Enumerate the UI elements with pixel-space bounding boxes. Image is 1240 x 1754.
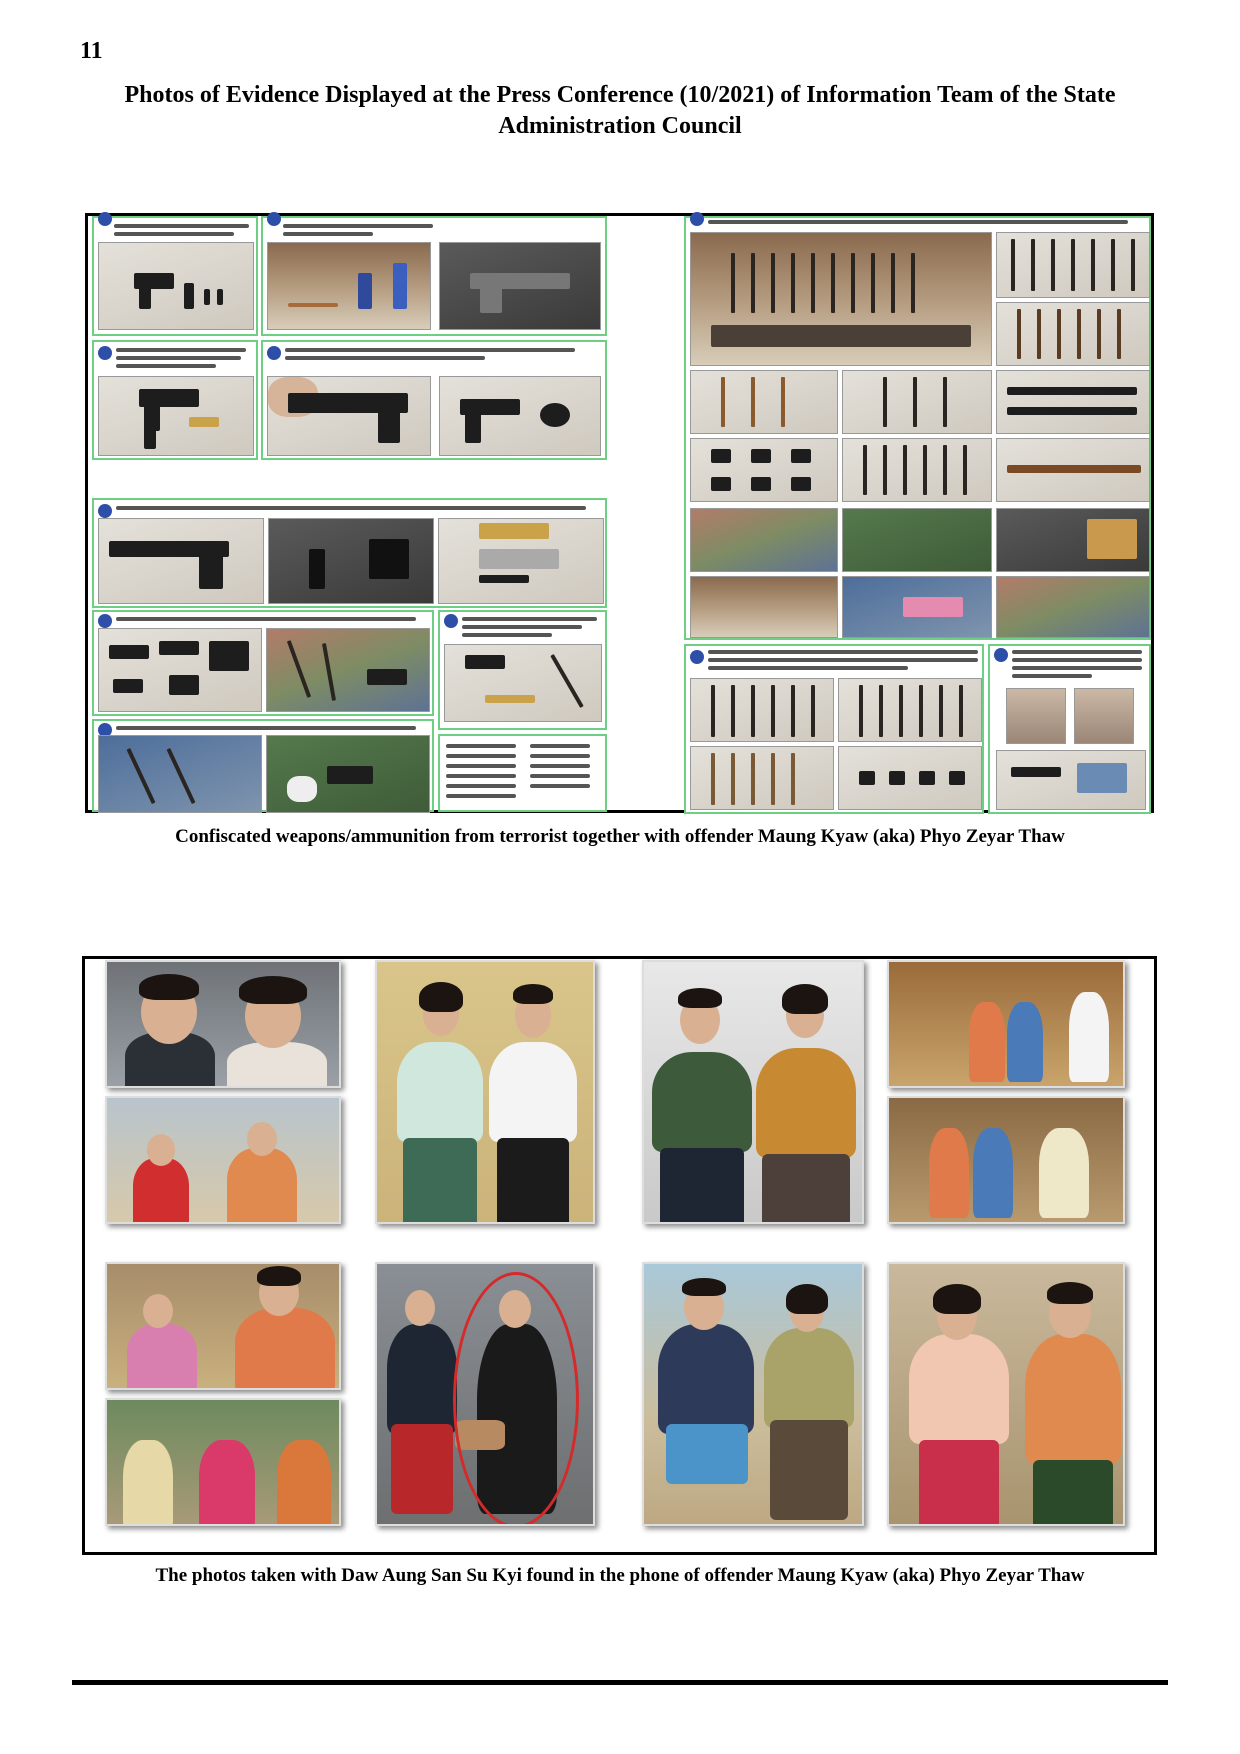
evidence-panel (684, 216, 1151, 640)
evidence-panel (261, 340, 607, 460)
photo (887, 1096, 1125, 1224)
evidence-panel (988, 644, 1151, 814)
photo (105, 1096, 341, 1224)
evidence-panel (92, 498, 607, 608)
footer-rule (72, 1680, 1168, 1685)
evidence-panel (92, 216, 258, 336)
evidence-panel (438, 610, 607, 730)
photo (887, 1262, 1125, 1526)
photo (375, 1262, 595, 1526)
photo (105, 960, 341, 1088)
photo (375, 960, 595, 1224)
highlight-circle (453, 1272, 579, 1526)
evidence-panel (92, 719, 434, 812)
evidence-panel (92, 340, 258, 460)
evidence-panel (684, 644, 984, 814)
evidence-panel (438, 734, 607, 812)
photo (642, 1262, 864, 1526)
photo (887, 960, 1125, 1088)
evidence-panel (261, 216, 607, 336)
page-title: Photos of Evidence Displayed at the Press Conference (10/2021) of Information Team of the State Administration Council (124, 82, 1116, 139)
figure-caption: Confiscated weapons/ammunition from terrorist together with offender Maung Kyaw (aka) Phyo Zeyar Thaw (175, 826, 1065, 847)
page-number: 11 (80, 38, 103, 64)
photo (642, 960, 864, 1224)
evidence-board-image (85, 213, 1154, 813)
photo (105, 1398, 341, 1526)
figure-caption: The photos taken with Daw Aung San Su Kyi found in the phone of offender Maung Kyaw (aka) Phyo Zeyar Thaw (155, 1565, 1085, 1586)
photo (105, 1262, 341, 1390)
photo-collage-image (82, 956, 1157, 1555)
evidence-panel (92, 610, 434, 716)
